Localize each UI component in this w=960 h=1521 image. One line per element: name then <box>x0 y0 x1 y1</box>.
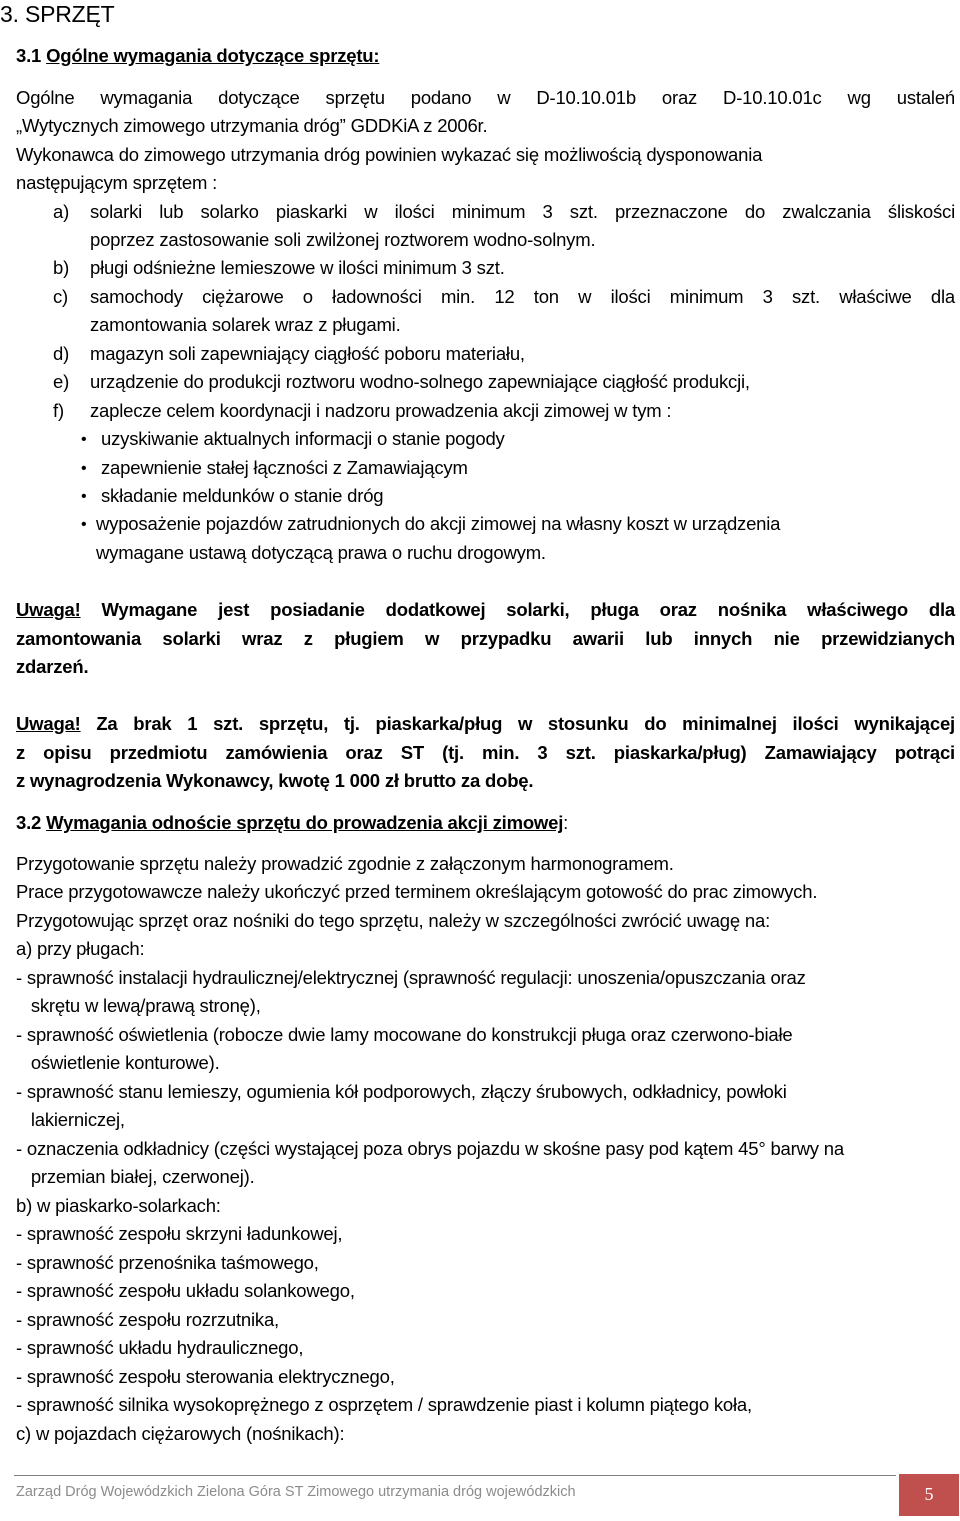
note-label: Uwaga! <box>16 599 81 620</box>
bullet-item: składanie meldunków o stanie dróg <box>101 485 384 506</box>
section-title: 3. SPRZĘT <box>0 1 115 27</box>
list-marker: e) <box>53 371 70 392</box>
list-marker: b) <box>53 257 70 278</box>
list-item-line: magazyn soli zapewniający ciągłość poboru materiału, <box>90 343 525 364</box>
body-line: - sprawność instalacji hydraulicznej/elektrycznej (sprawność regulacji: unoszenia/opuszczania oraz <box>16 967 806 988</box>
list-item-line: zamontowania solarek wraz z pługami. <box>90 314 401 335</box>
subsection-title: Ogólne wymagania dotyczące sprzętu: <box>46 45 380 66</box>
subsection-title: Wymagania odnoście sprzętu do prowadzenia akcji zimowej <box>46 812 564 833</box>
body-line: - sprawność układu hydraulicznego, <box>16 1337 304 1358</box>
intro-line: „Wytycznych zimowego utrzymania dróg” GDDKiA z 2006r. <box>16 115 488 136</box>
body-line: - sprawność przenośnika taśmowego, <box>16 1252 319 1273</box>
body-line: - sprawność oświetlenia (robocze dwie lamy mocowane do konstrukcji pługa oraz czerwono-białe <box>16 1024 793 1045</box>
list-marker: a) <box>53 201 70 222</box>
subsection-number: 3.2 <box>16 812 42 833</box>
bullet-item: uzyskiwanie aktualnych informacji o stanie pogody <box>101 428 505 449</box>
list-item-line: zaplecze celem koordynacji i nadzoru prowadzenia akcji zimowej w tym : <box>90 400 672 421</box>
body-line: - sprawność stanu lemieszy, ogumienia kół podporowych, złączy śrubowych, odkładnicy, powłoki <box>16 1081 787 1102</box>
footer-divider <box>14 1475 896 1476</box>
body-line: skrętu w lewą/prawą stronę), <box>16 995 261 1016</box>
subsection-number: 3.1 <box>16 45 42 66</box>
note-2-line: z opisu przedmiotu zamówienia oraz ST (tj. min. 3 szt. piaskarka/pług) Zamawiający potrąci <box>16 742 955 763</box>
list-item-line: urządzenie do produkcji roztworu wodno-solnego zapewniające ciągłość produkcji, <box>90 371 750 392</box>
list-marker: f) <box>53 400 64 421</box>
body-line: Przygotowanie sprzętu należy prowadzić zgodnie z załączonym harmonogramem. <box>16 853 674 874</box>
body-line: przemian białej, czerwonej). <box>16 1166 255 1187</box>
body-line: - sprawność silnika wysokoprężnego z osprzętem / sprawdzenie piast i kolumn piątego koła, <box>16 1394 752 1415</box>
body-line: Przygotowując sprzęt oraz nośniki do tego sprzętu, należy w szczególności zwrócić uwagę na: <box>16 910 771 931</box>
body-line: - sprawność zespołu układu solankowego, <box>16 1280 355 1301</box>
body-line: - sprawność zespołu skrzyni ładunkowej, <box>16 1223 343 1244</box>
body-line: a) przy pługach: <box>16 938 145 959</box>
list-item-line: pługi odśnieżne lemieszowe w ilości minimum 3 szt. <box>90 257 505 278</box>
list-item-line: solarki lub solarko piaskarki w ilości minimum 3 szt. przeznaczone do zwalczania śliskości <box>90 201 955 222</box>
bullet-icon: • <box>81 516 87 533</box>
list-marker: c) <box>53 286 69 307</box>
intro-line: następującym sprzętem : <box>16 172 218 193</box>
footer-text: Zarząd Dróg Wojewódzkich Zielona Góra ST Zimowego utrzymania dróg wojewódzkich <box>16 1484 576 1500</box>
body-line: b) w piaskarko-solarkach: <box>16 1195 221 1216</box>
note-2-line: Uwaga! Za brak 1 szt. sprzętu, tj. piaskarka/pług w stosunku do minimalnej ilości wynikającej <box>16 713 955 734</box>
subsection-3-2-heading: 3.2 Wymagania odnoście sprzętu do prowadzenia akcji zimowej: <box>16 812 569 833</box>
bullet-icon: • <box>81 488 87 505</box>
body-line: - sprawność zespołu rozrzutnika, <box>16 1309 279 1330</box>
note-1-line: zdarzeń. <box>16 656 89 677</box>
note-1-line: Uwaga! Wymagane jest posiadanie dodatkowej solarki, pługa oraz nośnika właściwego dla <box>16 599 955 620</box>
bullet-item-continuation: wymagane ustawą dotyczącą prawa o ruchu drogowym. <box>96 542 546 563</box>
note-label: Uwaga! <box>16 713 81 734</box>
list-item-line: samochody ciężarowe o ładowności min. 12 ton w ilości minimum 3 szt. właściwe dla <box>90 286 955 307</box>
bullet-item: wyposażenie pojazdów zatrudnionych do akcji zimowej na własny koszt w urządzenia <box>96 513 781 534</box>
body-line: - oznaczenia odkładnicy (części wystającej poza obrys pojazdu w skośne pasy pod kątem 45° barwy na <box>16 1138 844 1159</box>
bullet-icon: • <box>81 431 87 448</box>
subsection-3-1-heading <box>16 44 379 68</box>
body-line: lakierniczej, <box>16 1109 125 1130</box>
body-line: - sprawność zespołu sterowania elektrycznego, <box>16 1366 395 1387</box>
body-line: c) w pojazdach ciężarowych (nośnikach): <box>16 1423 345 1444</box>
list-marker: d) <box>53 343 70 364</box>
intro-line: Ogólne wymagania dotyczące sprzętu podano w D-10.10.01b oraz D-10.10.01c wg ustaleń <box>16 87 955 108</box>
intro-line: Wykonawca do zimowego utrzymania dróg powinien wykazać się możliwością dysponowania <box>16 144 763 165</box>
page-number: 5 <box>924 1484 934 1504</box>
body-line: Prace przygotowawcze należy ukończyć przed terminem określającym gotowość do prac zimowych. <box>16 881 818 902</box>
page-number-box <box>899 1474 959 1516</box>
list-item-line: poprzez zastosowanie soli zwilżonej roztworem wodno-solnym. <box>90 229 596 250</box>
note-1-line: zamontowania solarki wraz z pługiem w przypadku awarii lub innych nie przewidzianych <box>16 628 955 649</box>
note-2-line: z wynagrodzenia Wykonawcy, kwotę 1 000 zł brutto za dobę. <box>16 770 534 791</box>
bullet-icon: • <box>81 460 87 477</box>
bullet-item: zapewnienie stałej łączności z Zamawiającym <box>101 457 468 478</box>
body-line: oświetlenie konturowe). <box>16 1052 220 1073</box>
